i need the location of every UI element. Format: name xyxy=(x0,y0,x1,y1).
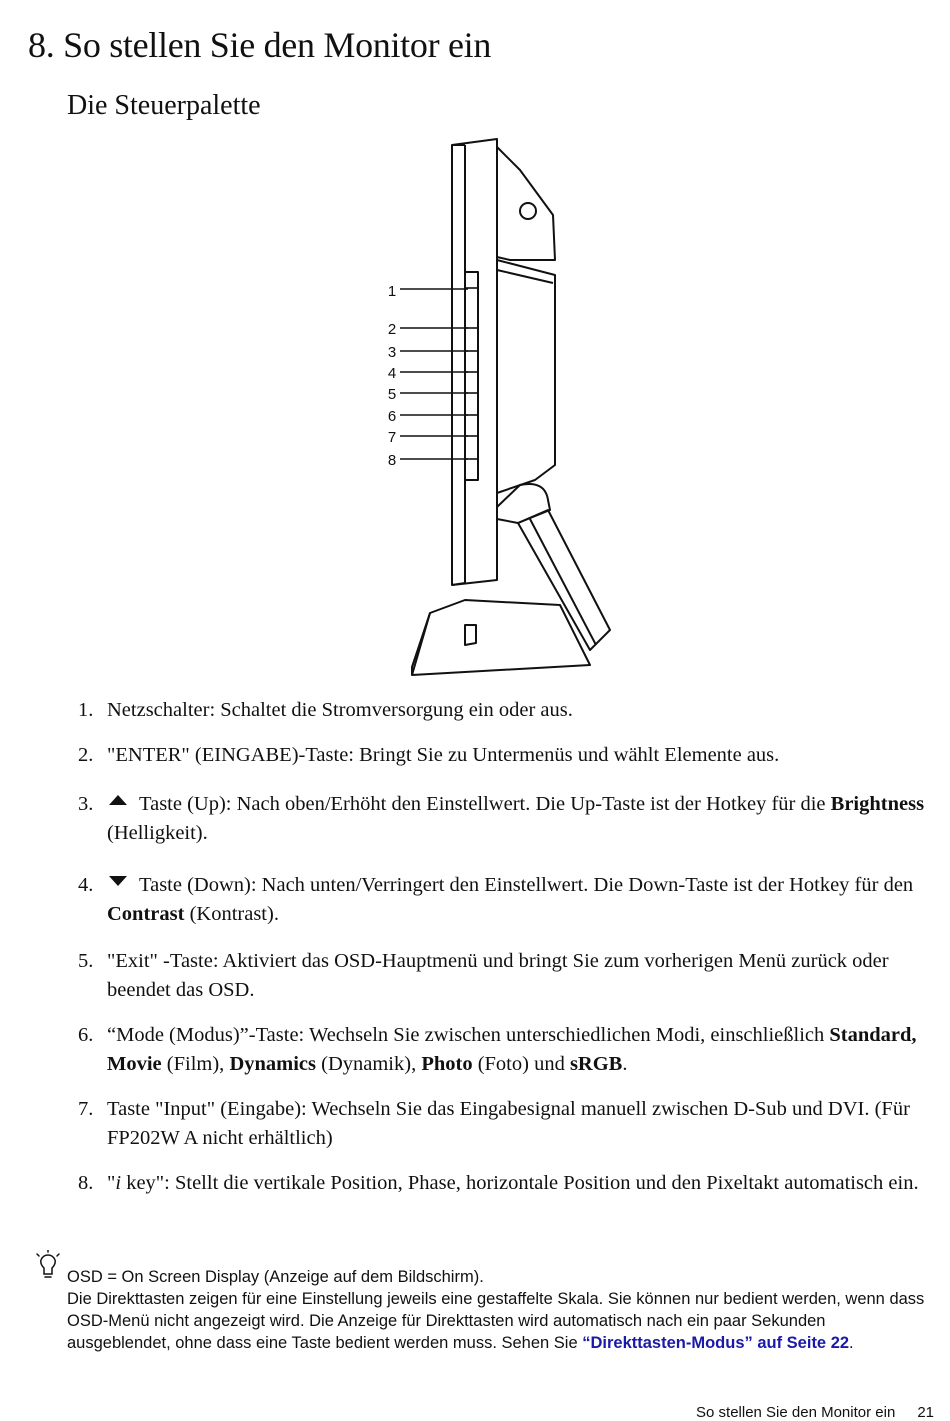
list-item-number: 7. xyxy=(78,1098,94,1120)
footer-section: So stellen Sie den Monitor ein xyxy=(696,1404,896,1421)
triangle-up-icon xyxy=(109,795,127,805)
list-item-number: 1. xyxy=(78,699,94,721)
list-item-number: 6. xyxy=(78,1024,94,1046)
page-footer xyxy=(696,1404,934,1421)
list-item-number: 4. xyxy=(78,874,94,896)
cross-reference-link[interactable]: “Direkttasten-Modus” auf Seite 22 xyxy=(582,1334,850,1352)
callout-8: 8 xyxy=(387,452,397,469)
list-item-text: “Mode (Modus)”-Taste: Wechseln Sie zwischen unterschiedlichen Modi, einschließlich Standard, Movie (Film), Dynamics (Dynamik), Photo (Foto) und sRGB. xyxy=(107,1024,917,1075)
callout-2: 2 xyxy=(387,321,397,338)
chapter-title: 8. So stellen Sie den Monitor ein xyxy=(28,25,492,65)
triangle-down-icon xyxy=(109,876,127,886)
list-item-text: Taste (Up): Nach oben/Erhöht den Einstellwert. Die Up-Taste ist der Hotkey für die Brightness (Helligkeit). xyxy=(107,793,925,844)
list-item-number: 8. xyxy=(78,1172,94,1194)
note-line-1: OSD = On Screen Display (Anzeige auf dem Bildschirm). xyxy=(67,1268,484,1286)
section-title: Die Steuerpalette xyxy=(67,90,261,121)
callout-7: 7 xyxy=(387,429,397,446)
list-item-text: "ENTER" (EINGABE)-Taste: Bringt Sie zu Untermenüs und wählt Elemente aus. xyxy=(107,744,780,766)
callout-3: 3 xyxy=(387,344,397,361)
list-item-text: Netzschalter: Schaltet die Stromversorgung ein oder aus. xyxy=(107,699,573,721)
list-item-text: "Exit" -Taste: Aktiviert das OSD-Hauptmenü und bringt Sie zum vorherigen Menü zurück oder beendet das OSD. xyxy=(107,950,889,1001)
list-item-number: 2. xyxy=(78,744,94,766)
list-item-text: Taste (Down): Nach unten/Verringert den Einstellwert. Die Down-Taste ist der Hotkey für den Contrast (Kontrast). xyxy=(107,874,914,925)
list-item-text: Taste "Input" (Eingabe): Wechseln Sie das Eingabesignal manuell zwischen D-Sub und DVI. (Für FP202W A nicht erhältlich) xyxy=(107,1098,910,1149)
list-item-number: 3. xyxy=(78,793,94,815)
callout-5: 5 xyxy=(387,386,397,403)
list-item-number: 5. xyxy=(78,950,94,972)
note-text xyxy=(67,1266,927,1354)
note-body: Die Direkttasten zeigen für eine Einstellung jeweils eine gestaffelte Skala. Sie können nur bedient werden, wenn dass OSD-Menü nicht angezeigt wird. Die Anzeige für Direkttasten wird automatisch nach ein paar Sekunden ausgeblendet, ohne dass eine Taste bedient werden muss. Sehen Sie “Direkttasten-Modus” auf Seite 22. xyxy=(67,1290,925,1352)
callout-6: 6 xyxy=(387,408,397,425)
page-number: 21 xyxy=(917,1404,934,1421)
callout-4: 4 xyxy=(387,365,397,382)
monitor-side-view-diagram xyxy=(370,135,630,680)
list-item-text: "i key": Stellt die vertikale Position, Phase, horizontale Position und den Pixeltakt automatisch ein. xyxy=(107,1172,919,1194)
lightbulb-icon xyxy=(35,1250,63,1282)
callout-1: 1 xyxy=(387,283,397,300)
